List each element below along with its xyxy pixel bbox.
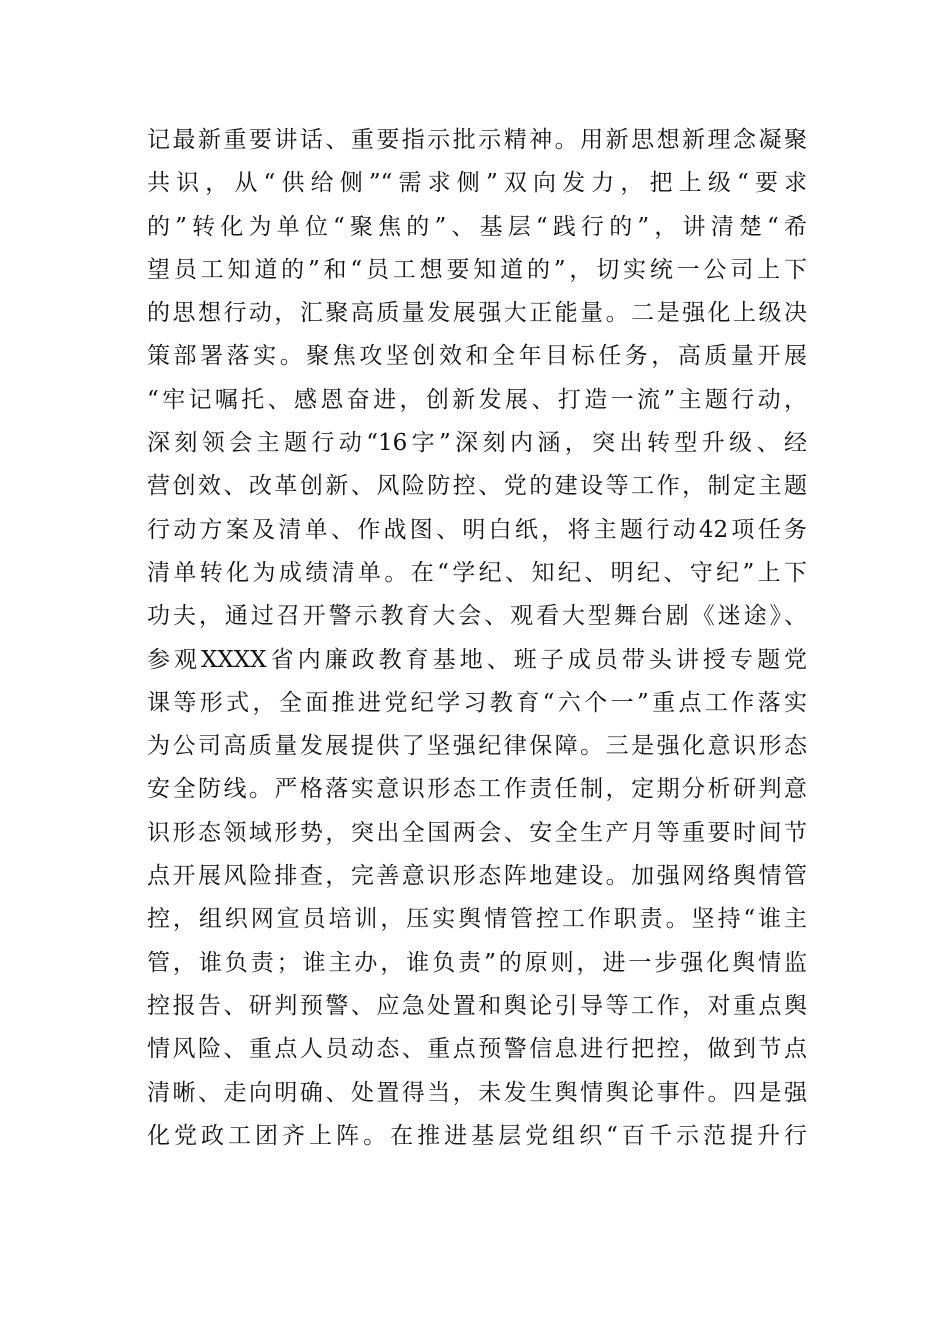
text-line: 清单转化为成绩清单。在“学纪、知纪、明纪、守纪”上下 — [147, 559, 807, 586]
text-line: 化党政工团齐上阵。在推进基层党组织“百千示范提升行 — [147, 1122, 807, 1149]
text-line: 课等形式，全面推进党纪学习教育“六个一”重点工作落实 — [147, 689, 807, 716]
text-line: 行动方案及清单、作战图、明白纸，将主题行动42项任务 — [147, 516, 807, 543]
text-line: 识形态领域形势，突出全国两会、安全生产月等重要时间节 — [147, 819, 807, 846]
text-line: 控报告、研判预警、应急处置和舆论引导等工作，对重点舆 — [147, 992, 807, 1019]
text-line: 情风险、重点人员动态、重点预警信息进行把控，做到节点 — [147, 1036, 807, 1063]
text-line: 望员工知道的”和“员工想要知道的”，切实统一公司上下 — [147, 256, 807, 283]
text-line: 营创效、改革创新、风险防控、党的建设等工作，制定主题 — [147, 473, 807, 500]
text-line: 为公司高质量发展提供了坚强纪律保障。三是强化意识形态 — [147, 733, 807, 760]
text-line: 清晰、走向明确、处置得当，未发生舆情舆论事件。四是强 — [147, 1079, 807, 1106]
text-line: 安全防线。严格落实意识形态工作责任制，定期分析研判意 — [147, 776, 807, 803]
text-line: 策部署落实。聚焦攻坚创效和全年目标任务，高质量开展 — [147, 343, 807, 370]
text-line: 参观XXXX省内廉政教育基地、班子成员带头讲授专题党 — [147, 646, 807, 673]
body-text — [147, 119, 807, 1158]
text-line: 记最新重要讲话、重要指示批示精神。用新思想新理念凝聚 — [147, 127, 807, 153]
text-line: 管，谁负责；谁主办，谁负责”的原则，进一步强化舆情监 — [147, 949, 807, 976]
text-line: 共识，从“供给侧”“需求侧”双向发力，把上级“要求 — [147, 170, 807, 197]
text-line: 功夫，通过召开警示教育大会、观看大型舞台剧《迷途》、 — [147, 603, 807, 630]
text-line: “牢记嘱托、感恩奋进，创新发展、打造一流”主题行动， — [147, 386, 807, 413]
text-line: 点开展风险排查，完善意识形态阵地建设。加强网络舆情管 — [147, 863, 807, 890]
text-line: 的”转化为单位“聚焦的”、基层“践行的”，讲清楚“希 — [147, 213, 807, 240]
text-line: 的思想行动，汇聚高质量发展强大正能量。二是强化上级决 — [147, 300, 807, 327]
text-line: 深刻领会主题行动“16字”深刻内涵，突出转型升级、经 — [147, 430, 807, 457]
text-line: 控，组织网宣员培训，压实舆情管控工作职责。坚持“谁主 — [147, 906, 807, 933]
